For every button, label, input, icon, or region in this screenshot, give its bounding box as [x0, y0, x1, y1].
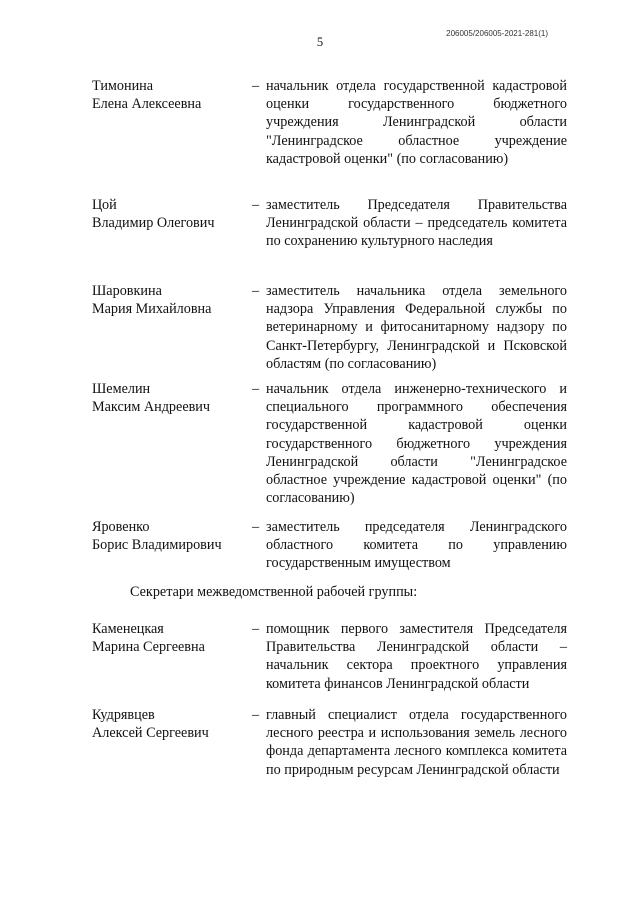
secretary-name: [92, 620, 252, 656]
member-surname: Шаровкина: [92, 283, 162, 299]
dash: –: [252, 78, 260, 94]
dash: –: [252, 283, 260, 299]
member-name: [92, 380, 252, 416]
member-surname: Цой: [92, 197, 117, 213]
member-surname: Яровенко: [92, 519, 150, 535]
member-name: [92, 196, 252, 232]
secretary-role: главный специалист отдела государственного лесного реестра и использования земель лесного фонда департамента лесного комплекса комитета по природным ресурсам Ленинградской области: [266, 707, 567, 778]
dash: –: [252, 707, 260, 723]
member-given-name: Мария Михайловна: [92, 301, 212, 318]
secretary-name: [92, 706, 252, 742]
member-surname: Шемелин: [92, 381, 151, 397]
secretary-given-name: Алексей Сергеевич: [92, 725, 209, 742]
dash: –: [252, 381, 260, 397]
secretary-role: помощник первого заместителя Председателя Правительства Ленинградской области – начальник сектора проектного управления комитета финансов Ленинградской области: [266, 621, 567, 692]
secretary-surname: Кудрявцев: [92, 707, 155, 723]
member-given-name: Максим Андреевич: [92, 399, 211, 416]
dash: –: [252, 519, 260, 535]
page-number: 5: [316, 35, 324, 49]
member-role: начальник отдела инженерно-технического и специального программного обеспечения государственной кадастровой оценки государственного бюджетного учреждения Ленинградской области "Ленинградское областное учреждение кадастровой оценки" (по согласованию): [266, 381, 567, 507]
member-role: заместитель Председателя Правительства Ленинградской области – председатель комитета по сохранению культурного наследия: [266, 197, 567, 250]
member-role: начальник отдела государственной кадастровой оценки государственного бюджетного учреждения Ленинградской области "Ленинградское областное учреждение кадастровой оценки" (по согласованию): [266, 78, 567, 167]
member-given-name: Владимир Олегович: [92, 215, 215, 232]
member-surname: Тимонина: [92, 78, 154, 94]
member-given-name: Борис Владимирович: [92, 537, 222, 554]
secretary-given-name: Марина Сергеевна: [92, 639, 205, 656]
member-name: [92, 77, 252, 113]
dash: –: [252, 621, 260, 637]
dash: –: [252, 197, 260, 213]
member-name: [92, 282, 252, 318]
secretaries-heading: Секретари межведомственной рабочей группы:: [130, 584, 418, 600]
member-role: заместитель начальника отдела земельного надзора Управления Федеральной службы по ветеринарному и фитосанитарному надзору по Санкт-Петербургу, Ленинградской и Псковской областям (по согласованию): [266, 283, 567, 372]
member-name: [92, 518, 252, 554]
secretary-surname: Каменецкая: [92, 621, 164, 637]
document-id: 206005/206005-2021-281(1): [446, 29, 548, 38]
member-given-name: Елена Алексеевна: [92, 96, 202, 113]
member-role: заместитель председателя Ленинградского областного комитета по управлению государственным имуществом: [266, 519, 567, 572]
